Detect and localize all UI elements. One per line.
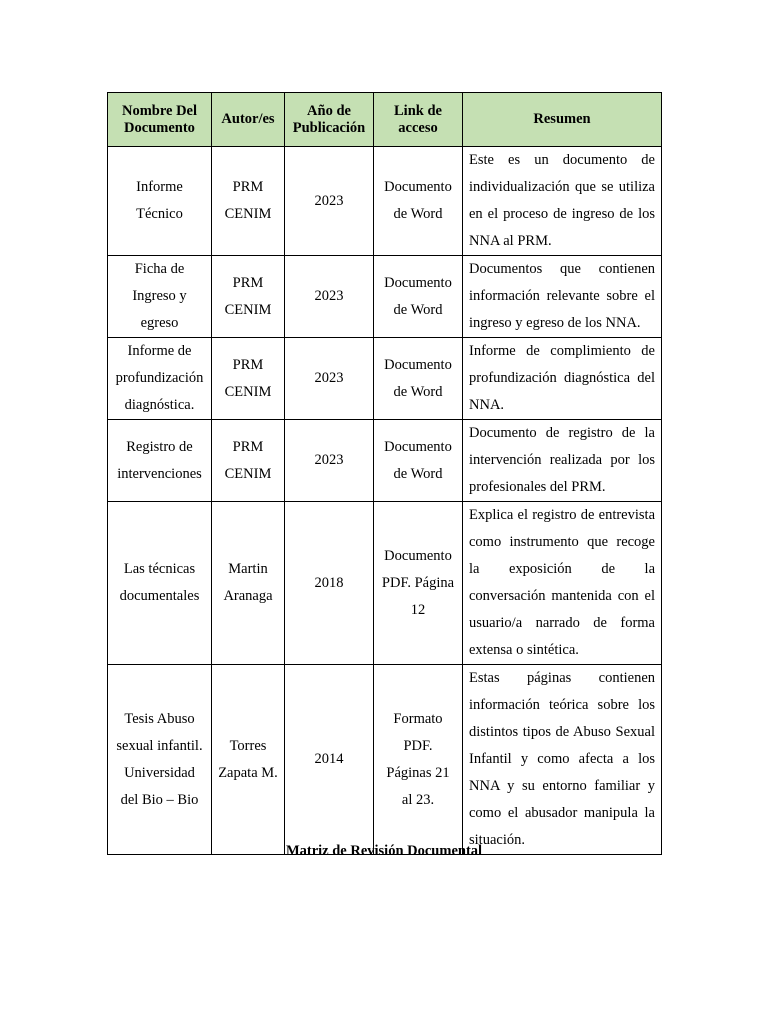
table-row <box>108 665 662 855</box>
document-review-matrix <box>107 92 662 855</box>
cell-link: Documento de Word <box>374 147 463 256</box>
cell-link: Formato PDF. Páginas 21 al 23. <box>374 665 463 855</box>
cell-anio: 2014 <box>285 665 374 855</box>
cell-anio: 2023 <box>285 420 374 502</box>
table-row <box>108 420 662 502</box>
cell-resumen: Documentos que contienen información relevante sobre el ingreso y egreso de los NNA. <box>463 256 662 338</box>
cell-resumen: Este es un documento de individualización que se utiliza en el proceso de ingreso de los NNA al PRM. <box>463 147 662 256</box>
cell-link: Documento de Word <box>374 256 463 338</box>
table-row <box>108 256 662 338</box>
cell-resumen: Informe de complimiento de profundización diagnóstica del NNA. <box>463 338 662 420</box>
header-autor: Autor/es <box>212 93 285 147</box>
table-row <box>108 147 662 256</box>
table-caption: Matriz de Revisión Documental <box>285 843 483 859</box>
header-resumen: Resumen <box>463 93 662 147</box>
table-row <box>108 338 662 420</box>
cell-nombre: Tesis Abuso sexual infantil. Universidad del Bio – Bio <box>108 665 212 855</box>
cell-autor: PRM CENIM <box>212 338 285 420</box>
cell-autor: Martin Aranaga <box>212 502 285 665</box>
table-header-row <box>108 93 662 147</box>
cell-resumen: Documento de registro de la intervención realizada por los profesionales del PRM. <box>463 420 662 502</box>
cell-anio: 2023 <box>285 147 374 256</box>
cell-anio: 2018 <box>285 502 374 665</box>
cell-nombre: Informe Técnico <box>108 147 212 256</box>
cell-nombre: Las técnicas documentales <box>108 502 212 665</box>
cell-nombre: Registro de intervenciones <box>108 420 212 502</box>
header-link: Link de acceso <box>374 93 463 147</box>
cell-link: Documento PDF. Página 12 <box>374 502 463 665</box>
table-row <box>108 502 662 665</box>
cell-anio: 2023 <box>285 338 374 420</box>
header-nombre: Nombre Del Documento <box>108 93 212 147</box>
header-anio: Año de Publicación <box>285 93 374 147</box>
cell-autor: PRM CENIM <box>212 256 285 338</box>
cell-autor: PRM CENIM <box>212 147 285 256</box>
cell-nombre: Informe de profundización diagnóstica. <box>108 338 212 420</box>
cell-resumen: Estas páginas contienen información teórica sobre los distintos tipos de Abuso Sexual Infantil y como afecta a los NNA y su entorno familiar y como el abusador manipula la situación. <box>463 665 662 855</box>
cell-anio: 2023 <box>285 256 374 338</box>
cell-nombre: Ficha de Ingreso y egreso <box>108 256 212 338</box>
cell-resumen: Explica el registro de entrevista como instrumento que recoge la exposición de la conversación mantenida con el usuario/a narrado de forma extensa o sintética. <box>463 502 662 665</box>
cell-autor: Torres Zapata M. <box>212 665 285 855</box>
cell-autor: PRM CENIM <box>212 420 285 502</box>
cell-link: Documento de Word <box>374 420 463 502</box>
cell-link: Documento de Word <box>374 338 463 420</box>
